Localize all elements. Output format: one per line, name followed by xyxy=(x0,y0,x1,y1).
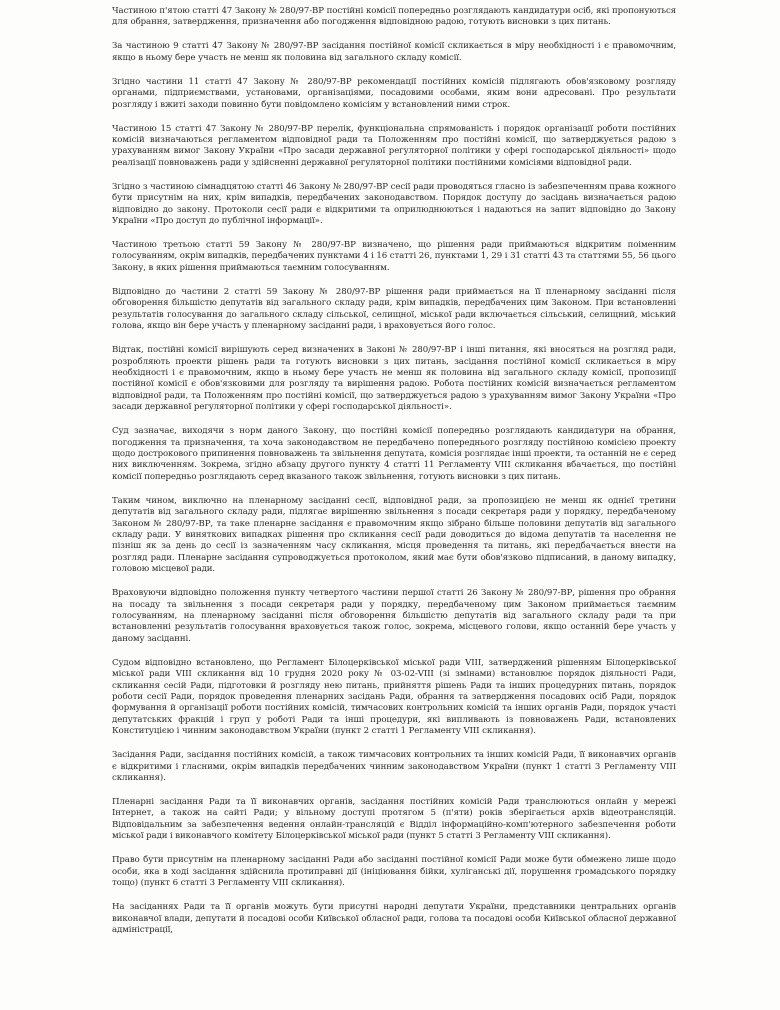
paragraph-16: На засіданнях Ради та її органів можуть бути присутні народні депутати України, представники центральних органів виконавчої влади, депутати й посадові особи Київської обласної ради, голова та посадові особи Київської обласної державної адміністрації, xyxy=(112,902,676,935)
paragraph-12: Судом відповідно встановлено, що Регламент Білоцерківської міської ради VIII, затверджений рішенням Білоцерківської міської ради VIII скликання від 10 грудня 2020 року № 03-02-VIII (зі змінами) встановлює порядок діяльності Ради, скликання сесій Ради, підготовки й розгляду нею питань, прийняття рішень Ради та інших процедурних питань, порядок роботи сесії Ради, порядок проведення пленарних засідань Ради, обрання та затвердження посадових осіб Ради, порядок формування й організації роботи постійних комісій, тимчасових контрольних комісій та інших органів Ради, порядок участі депутатських фракцій і груп у роботі Ради та інші процедури, які випливають із повноважень Ради, встановлених Конституцією і чинним законодавством України (пункт 2 статті 1 Регламенту VIII скликання). xyxy=(112,657,676,737)
paragraph-1: Частиною п'ятою статті 47 Закону № 280/97-ВР постійні комісії попередньо розглядають кандидатури осіб, які пропонуються для обрання, затвердження, призначення або погодження відповідною радою, готують висновки з цих питань. xyxy=(112,6,676,28)
paragraph-5: Згідно з частиною сімнадцятою статті 46 Закону № 280/97-ВР сесії ради проводяться гласно із забезпеченням права кожного бути присутнім на них, крім випадків, передбачених законодавством. Порядок доступу до засідань визначається радою відповідно до закону. Протоколи сесії ради є відкритими та оприлюднюються і надаються на запит відповідно до Закону України «Про доступ до публічної інформації». xyxy=(112,181,676,227)
paragraph-11: Враховуючи відповідно положення пункту четвертого частини першої статті 26 Закону № 280/97-ВР, рішення про обрання на посаду та звільнення з посади секретаря ради у порядку, передбаченому цим Законом приймається таємним голосуванням, на пленарному засіданні після обговорення більшістю депутатів від загального складу ради та при встановленні результатів голосування враховується також голос, зокрема, місцевого голови, якщо останній бере участь у даному засіданні. xyxy=(112,588,676,644)
paragraph-13: Засідання Ради, засідання постійних комісій, а також тимчасових контрольних та інших комісій Ради, її виконавчих органів є відкритими і гласними, окрім випадків передбачених чинним законодавством України (пункт 1 статті 3 Регламенту VIII скликання). xyxy=(112,750,676,784)
paragraph-9: Суд зазначає, виходячи з норм даного Закону, що постійні комісії попередньо розглядають кандидатури на обрання, погодження та призначення, та хоча законодавством не передбачено попереднього розгляду постійною комісією проекту щодо дострокового припинення повноважень та звільнення депутата, комісія розглядає інші проекти, та останній не є серед них виключенням. Зокрема, згідно абзацу другого пункту 4 статті 11 Регламенту VIII скликання вбачається, що постійні комісії попередньо розглядають серед вказаного також звільнення, готують висновки з цих питань. xyxy=(112,426,676,482)
document-body xyxy=(112,6,676,949)
paragraph-6: Частиною третьою статті 59 Закону № 280/97-ВР визначено, що рішення ради приймаються відкритим поіменним голосуванням, окрім випадків, передбачених пунктами 4 і 16 статті 26, пунктами 1, 29 і 31 статті 43 та статтями 55, 56 цього Закону, в яких рішення приймаються таємним голосуванням. xyxy=(112,240,676,273)
paragraph-14: Пленарні засідання Ради та її виконавчих органів, засідання постійних комісій Ради транслюються онлайн у мережі Інтернет, а також на сайті Ради; у вільному доступі протягом 5 (п'яти) років зберігається архів відеотрансляцій. Відповідальним за забезпечення ведення онлайн-трансляцій є Відділ інформаційно-комп'ютерного забезпечення роботи міської ради і виконавчого комітету Білоцерківської міської ради (пункт 5 статті 3 Регламенту VIII скликання). xyxy=(112,797,676,842)
paragraph-3: Згідно частини 11 статті 47 Закону № 280/97-ВР рекомендації постійних комісій підлягають обов'язковому розгляду органами, підприємствами, установами, організаціями, посадовими особами, яким вони адресовані. Про результати розгляду і вжиті заходи повинно бути повідомлено комісіям у встановлений ними строк. xyxy=(112,76,676,110)
paragraph-7: Відповідно до частини 2 статті 59 Закону № 280/97-ВР рішення ради приймається на її пленарному засіданні після обговорення більшістю депутатів від загального складу ради, крім випадків, передбачених цим Законом. При встановленні результатів голосування до загального складу сільської, селищної, міської ради включається сільський, селищний, міський голова, якщо він бере участь у пленарному засіданні ради, і враховується його голос. xyxy=(112,286,676,332)
paragraph-8: Відтак, постійні комісії вирішують серед визначених в Законі № 280/97-ВР і інші питання, які вносяться на розгляд ради, розробляють проекти рішень ради та готують висновки з цих питань, засідання постійної комісії скликається в міру необхідності і є правомочним, якщо в ньому бере участь не менш як половина від загального складу комісії, пропозиції постійної комісії є обов'язковими для розгляду та вирішення радою. Робота постійних комісій визначається регламентом відповідної ради, та Положенням про постійні комісії, що затверджується радою з урахуванням вимог Закону України «Про засади державної регуляторної політики у сфері господарської діяльності». xyxy=(112,345,676,413)
paragraph-4: Частиною 15 статті 47 Закону № 280/97-ВР перелік, функціональна спрямованість і порядок організації роботи постійних комісій визначаються регламентом відповідної ради та Положенням про постійні комісії, що затверджується радою з урахуванням вимог Закону України «Про засади державної регуляторної політики у сфері господарської діяльності» щодо реалізації повноважень ради у здійсненні державної регуляторної політики постійними комісіями відповідної ради. xyxy=(112,123,676,168)
paragraph-10: Таким чином, виключно на пленарному засіданні сесії, відповідної ради, за пропозицією не менш як однієї третини депутатів від загального складу ради, підлягає вирішенню звільнення з посади секретаря ради у порядку, передбаченому Законом № 280/97-ВР, та таке пленарне засідання є правомочним якщо зібрано більше половини депутатів від загального складу ради. У виняткових випадках рішення про скликання сесії ради доводиться до відома депутатів та населення не пізніш як за день до сесії із зазначенням часу скликання, місця проведення та питань, які передбачається внести на розгляд ради. Пленарне засідання супроводжується протоколом, який має бути обов'язково підписаний, в даному випадку, головою місцевої ради. xyxy=(112,495,676,575)
paragraph-2: За частиною 9 статті 47 Закону № 280/97-ВР засідання постійної комісії скликається в міру необхідності і є правомочним, якщо в ньому бере участь не менш як половина від загального складу комісії. xyxy=(112,41,676,63)
paragraph-15: Право бути присутнім на пленарному засіданні Ради або засіданні постійної комісії Ради може бути обмежено лише щодо особи, яка в ході засідання здійснила протиправні дії (ініціювання бійки, хуліганські дії, порушення громадського порядку тощо) (пункт 6 статті 3 Регламенту VIII скликання). xyxy=(112,855,676,889)
